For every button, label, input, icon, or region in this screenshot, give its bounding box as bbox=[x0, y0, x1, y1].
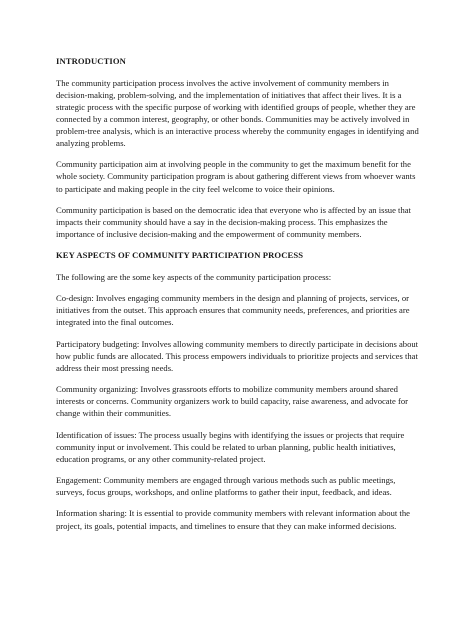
aspect-community-organizing: Community organizing: Involves grassroots efforts to mobilize community members around shared interests or concerns. Community organizers work to build capacity, raise awareness, and advocate for change within their communities. bbox=[56, 384, 408, 419]
key-aspects-intro: The following are the some key aspects of the community participation process: bbox=[56, 271, 332, 282]
intro-paragraph-1: The community participation process involves the active involvement of community members in decision-making, problem-solving, and the implementation of initiatives that affect their lives. It is a strategic process with the specific purpose of working with identified groups of people, whether they are connected by a common interest, geography, or other bonds. Communities may be actively involved in problem-tree analysis, which is an interactive process whereby the community engages in identifying and analyzing problems. bbox=[56, 77, 419, 149]
aspect-co-design: Co-design: Involves engaging community members in the design and planning of projects, services, or initiatives from the outset. This approach ensures that community needs, preferences, and priorities are integrated into the final outcomes. bbox=[56, 293, 410, 328]
aspect-information-sharing: Information sharing: It is essential to provide community members with relevant information about the project, its goals, potential impacts, and timelines to ensure that they can make informed decisions. bbox=[56, 508, 410, 531]
heading-key-aspects: KEY ASPECTS OF COMMUNITY PARTICIPATION PROCESS bbox=[56, 250, 304, 261]
aspect-identification-of-issues: Identification of issues: The process usually begins with identifying the issues or projects that require community input or involvement. This could be related to urban planning, public health initiatives, education programs, or any other community-related project. bbox=[56, 429, 405, 464]
heading-introduction: INTRODUCTION bbox=[56, 56, 126, 66]
intro-paragraph-3: Community participation is based on the democratic idea that everyone who is affected by an issue that impacts their community should have a say in the decision-making process. This emphasizes the importance of inclusive decision-making and the empowerment of community members. bbox=[56, 204, 411, 239]
document-page bbox=[56, 55, 420, 541]
intro-paragraph-2: Community participation aim at involving people in the community to get the maximum benefit for the whole society. Community participation program is about gathering different views from whoever wants to participate and making people in the city feel welcome to voice their opinions. bbox=[56, 159, 416, 194]
aspect-engagement: Engagement: Community members are engaged through various methods such as public meetings, surveys, focus groups, workshops, and online platforms to gather their input, feedback, and ideas. bbox=[56, 475, 396, 498]
aspect-participatory-budgeting: Participatory budgeting: Involves allowing community members to directly participate in decisions about how public funds are allocated. This process empowers individuals to prioritize projects and services that address their most pressing needs. bbox=[56, 338, 419, 373]
